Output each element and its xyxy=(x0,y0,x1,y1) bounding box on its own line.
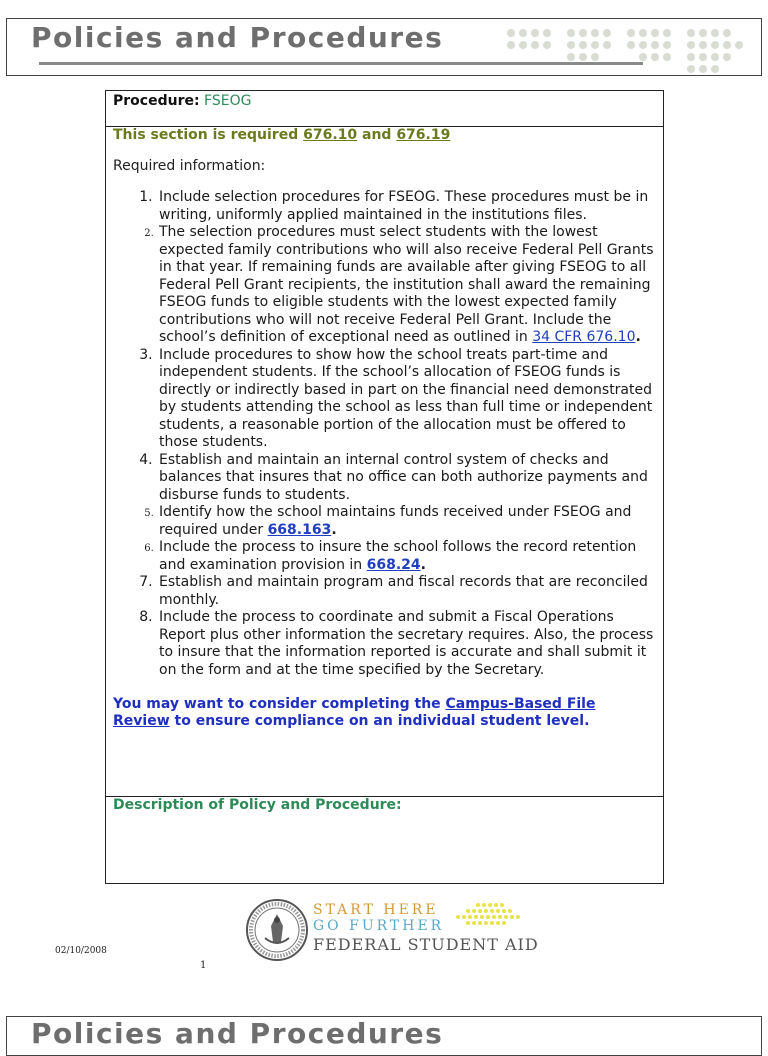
link-676-10[interactable]: 676.10 xyxy=(303,127,358,143)
fsa-dots-decoration xyxy=(438,902,528,930)
link-34-cfr-676-10[interactable]: 34 CFR 676.10 xyxy=(532,329,636,345)
procedure-label: Procedure: xyxy=(113,93,200,109)
list-item: 2. The selection procedures must select students with the lowest expected family contributions who will also receive Federal Pell Grants in that year. If remaining funds are available after giving FSEOG to all Federal Pell Grant recipients, the institution shall award the remaining FSEOG funds to eligible students with the lowest expected family contributions who will not receive Federal Pell Grant. Include the school’s definition of exceptional need as outlined in 34 CFR 676.10. xyxy=(157,224,656,347)
procedure-form xyxy=(105,90,664,884)
requirements-section xyxy=(106,127,663,797)
description-label: Description of Policy and Procedure: xyxy=(113,797,402,813)
fsa-logo-line-1: START HERE xyxy=(313,902,439,918)
department-seal-icon xyxy=(245,898,309,962)
next-header-title: Policies and Procedures xyxy=(31,1017,444,1050)
next-page-header xyxy=(6,1016,762,1056)
required-line: This section is required 676.10 and 676.19 xyxy=(113,127,451,143)
footer-date: 02/10/2008 xyxy=(55,946,107,956)
page-header xyxy=(6,18,762,76)
header-title: Policies and Procedures xyxy=(31,21,444,54)
link-676-19[interactable]: 676.19 xyxy=(396,127,451,143)
header-dots-decoration xyxy=(501,23,751,73)
link-668-163[interactable]: 668.163 xyxy=(267,521,332,538)
list-item: 1. Include selection procedures for FSEOG. These procedures must be in writing, uniformly applied maintained in the institutions files. xyxy=(157,189,656,224)
list-item: 5. Identify how the school maintains funds received under FSEOG and required under 668.163. xyxy=(157,504,656,539)
consider-note: You may want to consider completing the Campus-Based File Review to ensure compliance on an individual student level. xyxy=(113,696,596,729)
requirements-list xyxy=(113,189,656,679)
procedure-row xyxy=(106,91,663,127)
list-item: 3. Include procedures to show how the school treats part-time and independent students. If the school’s allocation of FSEOG funds is directly or indirectly based in part on the financial need demonstrated by students attending the school as less than full time or independent students, a reasonable portion of the allocation must be offered to those students. xyxy=(157,347,656,452)
fsa-logo-line-2: GO FURTHER xyxy=(313,918,445,934)
link-668-24[interactable]: 668.24 xyxy=(366,556,421,573)
list-item: 4. Establish and maintain an internal control system of checks and balances that insures that no office can both authorize payments and disburse funds to students. xyxy=(157,452,656,505)
fsa-logo-line-3: FEDERAL STUDENT AID xyxy=(313,935,539,954)
required-info-label: Required information: xyxy=(113,158,266,174)
footer-page-number: 1 xyxy=(200,960,207,971)
list-item: 8. Include the process to coordinate and submit a Fiscal Operations Report plus other information the secretary requires. Also, the process to insure that the information reported is accurate and shall submit it on the form and at the time specified by the Secretary. xyxy=(157,609,656,679)
procedure-value: FSEOG xyxy=(204,93,252,109)
list-item: 6. Include the process to insure the school follows the record retention and examination provision in 668.24. xyxy=(157,539,656,574)
list-item: 7. Establish and maintain program and fiscal records that are reconciled monthly. xyxy=(157,574,656,609)
link-campus-based-file-review[interactable]: Campus-Based File Review xyxy=(113,696,596,729)
